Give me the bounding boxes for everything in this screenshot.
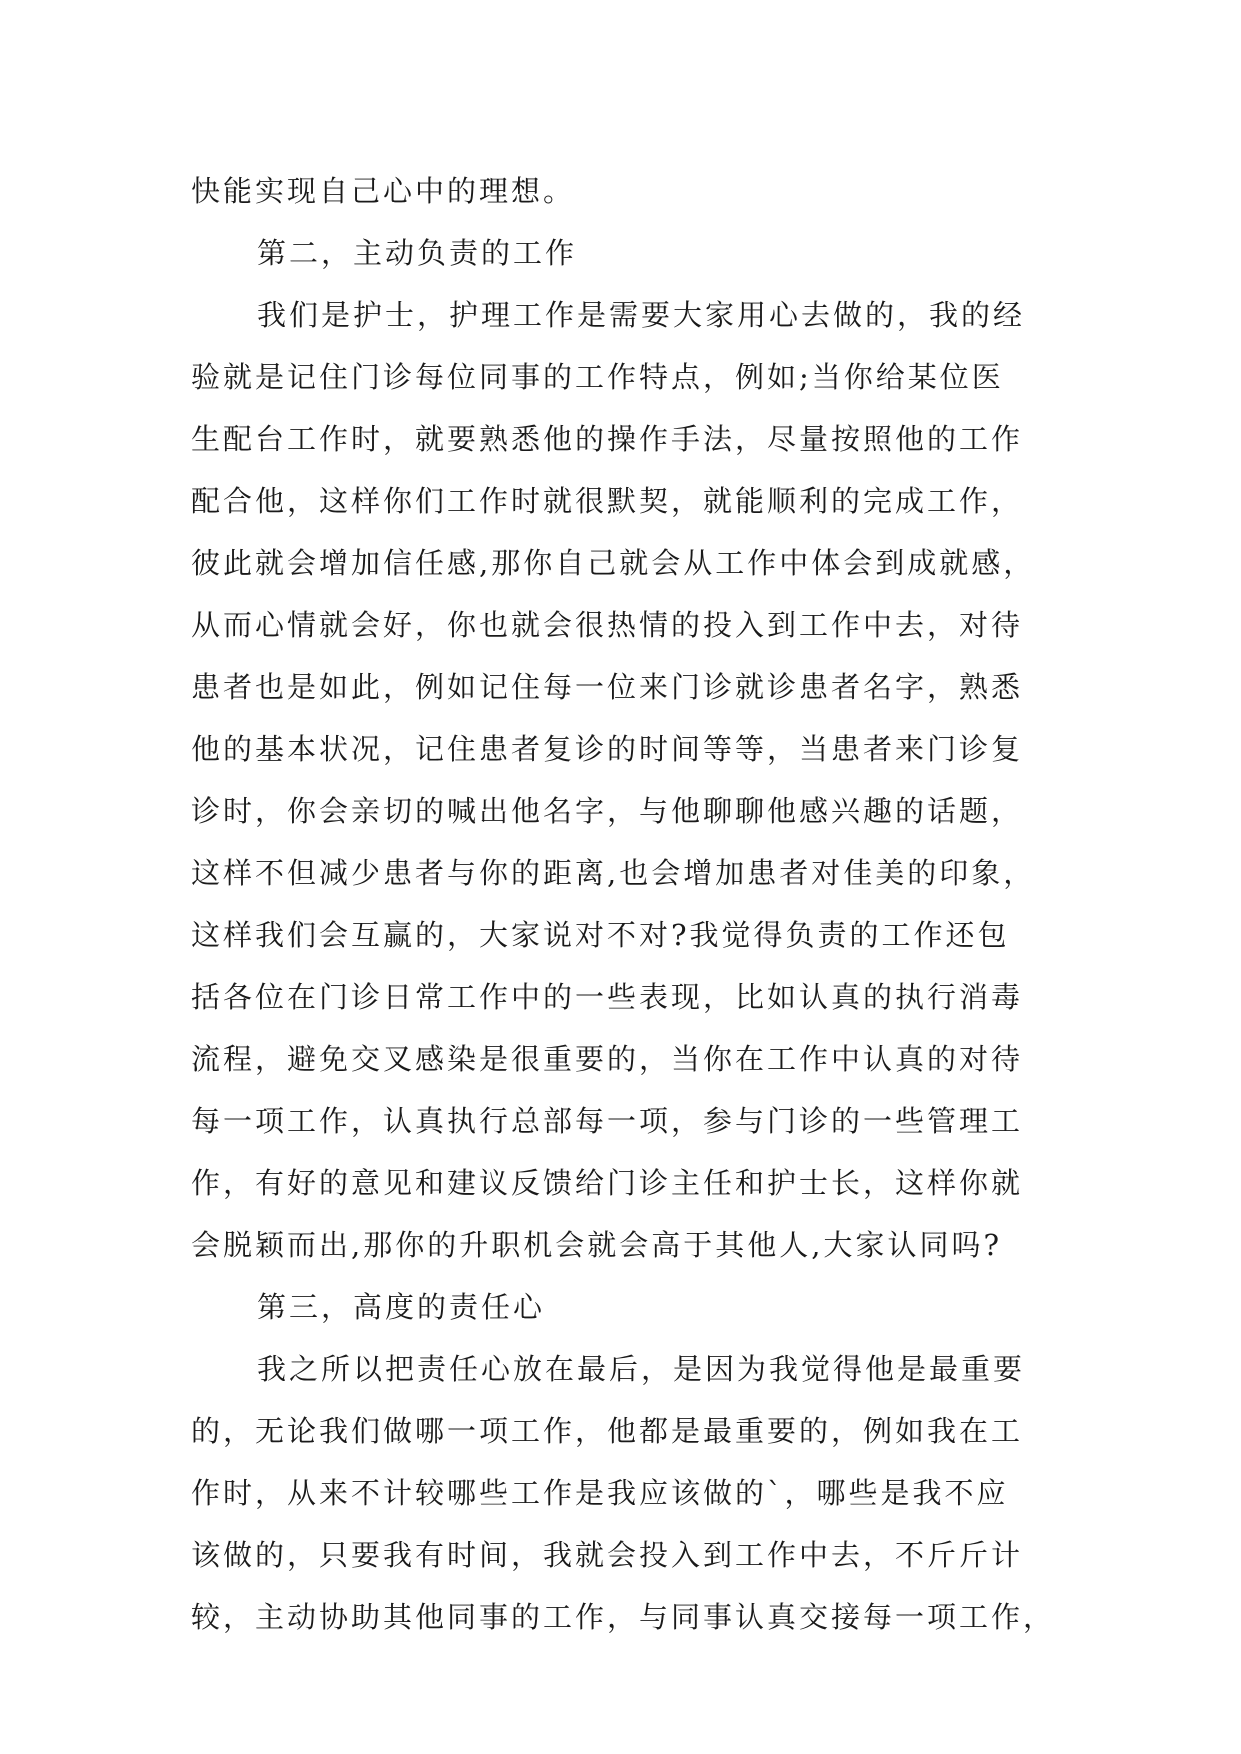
text-line: 每一项工作，认真执行总部每一项，参与门诊的一些管理工 [191, 1104, 1024, 1138]
text-line: 配合他，这样你们工作时就很默契，就能顺利的完成工作， [191, 484, 1024, 518]
text-line: 作，有好的意见和建议反馈给门诊主任和护士长，这样你就 [191, 1166, 1024, 1200]
text-line: 从而心情就会好，你也就会很热情的投入到工作中去，对待 [191, 608, 1024, 642]
text-line: 该做的，只要我有时间，我就会投入到工作中去，不斤斤计 [191, 1538, 1024, 1572]
text-line: 的，无论我们做哪一项工作，他都是最重要的，例如我在工 [191, 1414, 1024, 1448]
text-line: 快能实现自己心中的理想。 [191, 174, 576, 208]
text-line: 这样我们会互赢的，大家说对不对?我觉得负责的工作还包 [191, 918, 1010, 952]
text-line: 他的基本状况，记住患者复诊的时间等等，当患者来门诊复 [191, 732, 1024, 766]
text-line: 作时，从来不计较哪些工作是我应该做的`，哪些是我不应 [191, 1476, 1009, 1510]
text-line: 这样不但减少患者与你的距离,也会增加患者对佳美的印象， [191, 856, 1036, 890]
text-line: 诊时，你会亲切的喊出他名字，与他聊聊他感兴趣的话题， [191, 794, 1024, 828]
document-body [191, 160, 1063, 1648]
text-line: 括各位在门诊日常工作中的一些表现，比如认真的执行消毒 [191, 980, 1024, 1014]
text-line: 第三，高度的责任心 [257, 1290, 546, 1324]
text-line: 生配台工作时，就要熟悉他的操作手法，尽量按照他的工作 [191, 422, 1024, 456]
text-line: 流程，避免交叉感染是很重要的，当你在工作中认真的对待 [191, 1042, 1024, 1076]
text-line: 较，主动协助其他同事的工作，与同事认真交接每一项工作， [191, 1600, 1056, 1634]
text-line: 我之所以把责任心放在最后，是因为我觉得他是最重要 [257, 1352, 1026, 1386]
text-line: 我们是护士，护理工作是需要大家用心去做的，我的经 [257, 298, 1026, 332]
text-line: 会脱颖而出,那你的升职机会就会高于其他人,大家认同吗? [191, 1228, 1002, 1262]
text-line: 彼此就会增加信任感,那你自己就会从工作中体会到成就感， [191, 546, 1036, 580]
text-line: 患者也是如此，例如记住每一位来门诊就诊患者名字，熟悉 [191, 670, 1024, 704]
text-line: 第二，主动负责的工作 [257, 236, 578, 270]
text-line: 验就是记住门诊每位同事的工作特点，例如;当你给某位医 [191, 360, 1004, 394]
